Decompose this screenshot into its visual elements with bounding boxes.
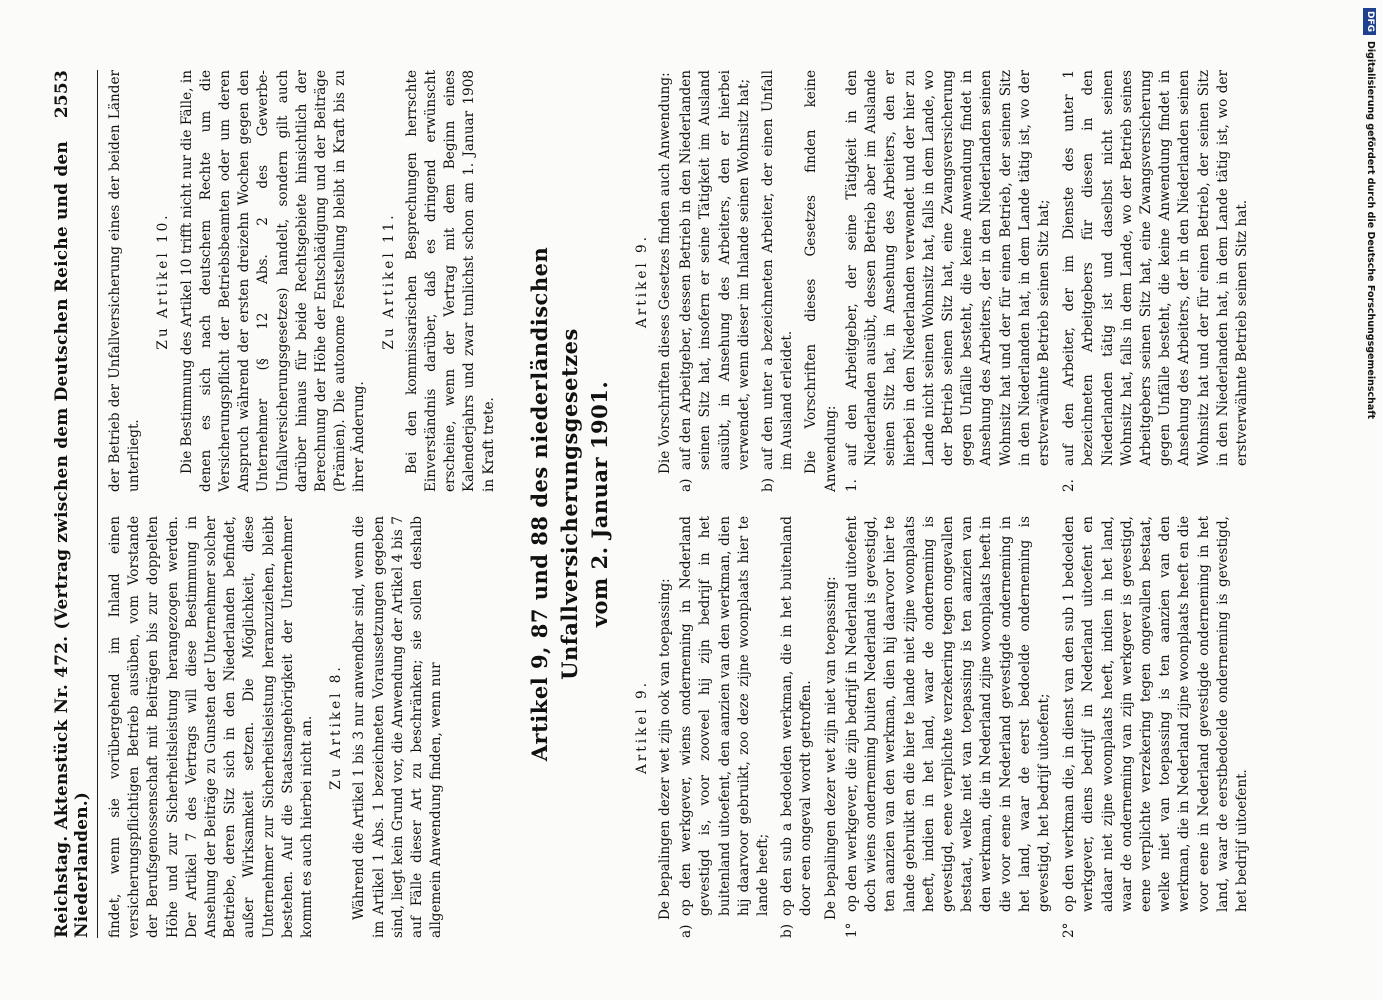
digitization-credit [1361,8,1379,993]
list-item [843,516,1054,938]
credit-text: Digitalisierung gefördert durch die Deutsche Forschungsgemeinschaft [1365,41,1376,419]
intro-text: Die Vorschriften dieses Gesetzes finden keine Anwendung: [803,70,839,492]
paragraph: der Betrieb der Unfallversicherung eines der beiden Länder unterliegt. [107,70,143,492]
item-label: 2. [1061,479,1078,492]
item-label: 2° [1061,922,1078,938]
list-item [677,516,773,938]
title-line-1: Artikel 9, 87 und 88 des niederländischen Unfallversicherungsgesetzes [526,246,582,762]
dfg-logo: DFG [1364,8,1377,35]
item-text: op den werkgever, wiens onderneming in Nederland gevestigd is, voor zooveel hij zijn bedrijf in het buitenland uitoefent, den aanzien van den werkman, dien hij daarvoor gebruikt, zoo deze zijne woonplaats hier te lande heeft; [678,516,772,916]
article-heading: Zu Artikel 11. [380,212,397,350]
running-header [52,70,98,938]
paragraph: Bei den kommissarischen Besprechungen herrschte Einverständnis darüber, daß es dringend erwünscht erscheine, wenn der Vertrag mit dem Beginn eines Kalenderjahrs und zwar tunlichst schon am 1. Januar 1908 in Kraft trete. [403,70,497,492]
section-title [525,70,615,938]
upper-columns [106,70,499,938]
title-line-2: vom 2. Januar 1901. [586,380,612,628]
item-label: a) [678,924,695,938]
item-text: op den werkman die, in dienst van den sub 1 bedoelden werkgever, diens bedrijf in Nederland uitoefent en aldaar niet zijne woonplaats heeft, indien in het land, waar de onderneming van zijn werkgever is gevestigd, eene verplichte verzekering tegen ongevallen bestaat, welke niet van toepassing is ten aanzien van den werkman, die in Nederland zijne woonplaats heeft en die voor eene in Nederland gevestigde onderneming in het land, waar de eerstbedoelde onderneming is gevestigd, het bedrijf uitoefent. [1061,516,1250,912]
item-text: auf den Arbeitgeber, der seine Tätigkeit in den Niederlanden ausübt, dessen Betrieb aber im Auslande seinen Sitz hat, in Ansehung des Arbeiters, den er hierbei in den Niederlanden verwendet und der hier zu Lande nicht seinen Wohnsitz hat, falls in dem Lande, wo der Betrieb seinen Sitz hat, eine Zwangsversicherung gegen Unfälle besteht, die keine Anwendung findet in Ansehung des Arbeiters, der in den Niederlanden seinen Wohnsitz hat und der für einen Betrieb, der seinen Sitz in den Niederlanden hat, in dem Lande tätig ist, wo der erstverwähnte Betrieb seinen Sitz hat; [843,70,1052,466]
item-label: b) [760,477,777,492]
upper-left-column [106,516,499,938]
german-column [623,70,1258,492]
list-item [778,516,816,938]
dutch-column [623,516,1258,938]
item-text: op den sub a bedoelden werkman, die in het buitenland door een ongeval wordt getroffen. [779,516,815,916]
list-item [759,70,797,492]
upper-right-column [106,70,499,492]
item-label: 1. [843,479,860,492]
item-text: op den werkgever, die zijn bedrijf in Nederland uitoefent doch wiens onderneming buiten Nederland is gevestigd, ten aanzien van den werkman, dien hij daarvoor hier te lande gebruikt en die hier te lande niet zijne woonplaats heeft, indien in het land, waar de onderneming is gevestigd, eene verplichte verzekering tegen ongevallen bestaat, welke niet van toepassing is ten aanzien van den werkman, die in Nederland zijne woonplaats heeft in die voor eene in Nederland gevestigde onderneming in het land, waar de eerst bedoelde onderneming is gevestigd, het bedrijf uitoefent; [843,516,1052,912]
list-item [843,70,1054,492]
article-heading: Artikel 9. [633,679,650,775]
intro-text: Die Vorschriften dieses Gesetzes finden auch Anwendung: [657,72,674,474]
page-number: 2553 [52,70,72,119]
lower-columns [623,70,1258,938]
paragraph: Während die Artikel 1 bis 3 nur anwendbar sind, wenn die im Artikel 1 Abs. 1 bezeichneten Voraussetzungen gegeben sind, liegt kein Grund vor, die Anwendung der Artikel 4 bis 7 auf Fälle dieser Art zu beschränken; sie sollen deshalb allgemein Anwendung finden, wenn nur [351,516,445,938]
item-text: auf den Arbeiter, der im Dienste des unter 1 bezeichneten Arbeitgebers für diesen in den Niederlanden tätig ist und daselbst nicht seinen Wohnsitz hat, falls in dem Lande, wo der Betrieb seines Arbeitgebers seinen Sitz hat, eine Zwangsversicherung gegen Unfälle besteht, die keine Anwendung findet in Ansehung des Arbeiters, der in den Niederlanden seinen Wohnsitz hat und der für einen Betrieb, der seinen Sitz in den Niederlanden hat, in dem Lande tätig ist, wo der erstverwähnte Betrieb seinen Sitz hat. [1061,70,1250,466]
paragraph: Die Bestimmung des Artikel 10 trifft nicht nur die Fälle, in denen es sich nach deutschem Rechte um die Versicherungspflicht der Betriebsbeamten oder um deren Anspruch während der ersten dreizehn Wochen gegen den Unternehmer (§ 12 Abs. 2 des Gewerbe-Unfallversicherungsgesetzes) handelt, sondern gilt auch darüber hinaus für beide Rechtsgebiete hinsichtlich der Berechnung der Höhe der Entschädigung und der Beiträge (Prämien). Die autonome Feststellung bleibt in Kraft bis zu ihrer Änderung. [178,70,368,492]
intro-text: De bepalingen dezer wet zijn ook van toepassing: [657,578,674,920]
item-label: b) [779,923,796,938]
item-label: a) [678,478,695,492]
item-text: auf den unter a bezeichneten Arbeiter, der einen Unfall im Ausland erleidet. [760,70,796,470]
paragraph: findet, wenn sie vorübergehend im Inland einen versicherungspflichtigen Betrieb ausüben, vom Vorstande der Berufsgenossenschaft mit Beiträgen bis zur doppelten Höhe und zur Sicherheitsleistung herangezogen werden. Der Artikel 7 des Vertrags will diese Bestimmung in Ansehung der Beiträge zu Gunsten der Unternehmer solcher Betriebe, deren Sitz sich in den Niederlanden befindet, außer Wirksamkeit setzen. Die Möglichkeit, diese Unternehmer zur Sicherheitsleistung heranzuziehen, bleibt bestehen. Auf die Staatsangehörigkeit der Unternehmer kommt es auch hierbei nicht an. [107,516,316,938]
list-item [1060,516,1252,938]
article-heading: Artikel 9. [633,233,650,329]
intro-text: De bepalingen dezer wet zijn niet van toepassing: [822,576,839,920]
item-text: auf den Arbeitgeber, dessen Betrieb in den Niederlanden seinen Sitz hat, insofern er seine Tätigkeit im Ausland ausübt, in Ansehung des Arbeiters, den er hierbei verwendet, wenn dieser im Inlande seinen Wohnsitz hat; [678,70,752,470]
item-label: 1° [843,922,860,938]
header-title: Reichstag. Aktenstück Nr. 472. (Vertrag zwischen dem Deutschen Reiche und den Niederlanden.) [52,141,92,938]
list-item [677,70,754,492]
article-heading: Zu Artikel 8. [328,664,345,790]
article-heading: Zu Artikel 10. [155,212,172,350]
list-item [1060,70,1252,492]
